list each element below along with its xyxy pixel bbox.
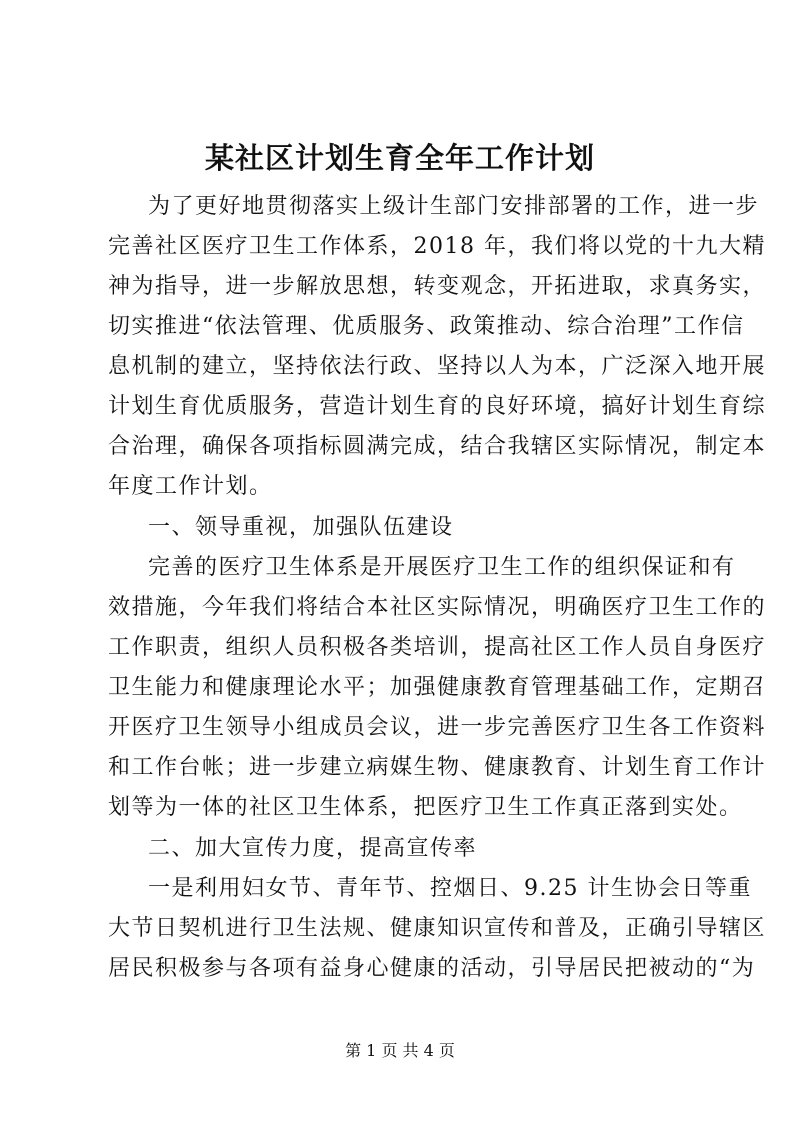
document-title: 某社区计划生育全年工作计划 <box>204 141 595 175</box>
paragraph-line: 合治理，确保各项指标圆满完成，结合我辖区实际情况，制定本 <box>108 434 767 459</box>
paragraph-line: 计划生育优质服务，营造计划生育的良好环境，搞好计划生育综 <box>108 394 767 419</box>
paragraph-line: 完善社区医疗卫生工作体系，2018 年，我们将以党的十九大精 <box>108 234 766 259</box>
paragraph-line: 工作职责，组织人员积极各类培训，提高社区工作人员自身医疗 <box>108 635 767 660</box>
paragraph-line: 和工作台帐；进一步建立病媒生物、健康教育、计划生育工作计 <box>108 755 767 780</box>
paragraph-line: 为了更好地贯彻落实上级计生部门安排部署的工作，进一步 <box>148 194 760 219</box>
page-footer: 第 1 页 共 4 页 <box>345 1041 455 1060</box>
paragraph-line: 划等为一体的社区卫生体系，把医疗卫生工作真正落到实处。 <box>108 795 743 820</box>
paragraph-line: 息机制的建立，坚持依法行政、坚持以人为本，广泛深入地开展 <box>108 354 767 379</box>
section-heading-1: 一、领导重视，加强队伍建设 <box>148 515 454 540</box>
paragraph-line: 大节日契机进行卫生法规、健康知识宣传和普及，正确引导辖区 <box>108 916 767 941</box>
paragraph-line: 效措施，今年我们将结合本社区实际情况，明确医疗卫生工作的 <box>108 595 767 620</box>
paragraph-line: 神为指导，进一步解放思想，转变观念，开拓进取，求真务实， <box>108 274 767 299</box>
section-heading-2: 二、加大宣传力度，提高宣传率 <box>148 836 478 861</box>
paragraph-line: 一是利用妇女节、青年节、控烟日、9.25 计生协会日等重 <box>148 876 752 901</box>
paragraph-line: 卫生能力和健康理论水平；加强健康教育管理基础工作，定期召 <box>108 675 767 700</box>
paragraph-line: 开医疗卫生领导小组成员会议，进一步完善医疗卫生各工作资料 <box>108 715 767 740</box>
paragraph-line: 切实推进“依法管理、优质服务、政策推动、综合治理”工作信 <box>108 314 745 339</box>
paragraph-line: 完善的医疗卫生体系是开展医疗卫生工作的组织保证和有 <box>148 555 736 580</box>
paragraph-line: 年度工作计划。 <box>108 474 273 499</box>
paragraph-line: 居民积极参与各项有益身心健康的活动，引导居民把被动的“为 <box>108 956 756 981</box>
